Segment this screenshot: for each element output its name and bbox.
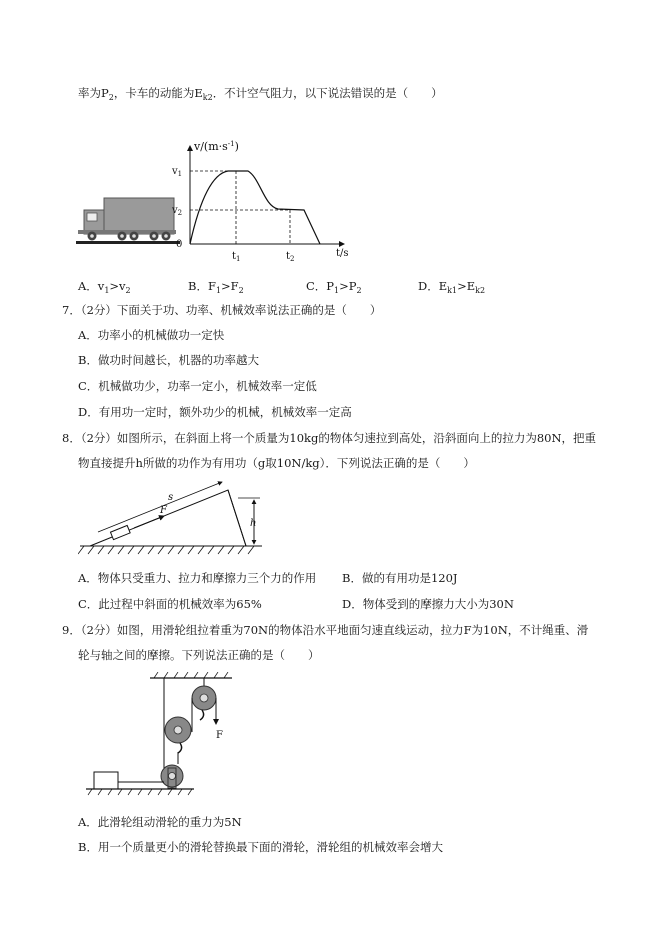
incline-height-label: h (250, 518, 257, 529)
q9-stem-line1: 9．（2分）如图，用滑轮组拉着重为70N的物体沿水平地面匀速直线运动，拉力F为10N，不计绳重、滑 (62, 623, 589, 637)
pulley-force-label: F (216, 730, 223, 741)
q7-option-d[interactable]: D．有用功一定时，额外功少的机械，机械效率一定高 (78, 405, 352, 419)
origin-label: 0 (176, 239, 183, 250)
q9-option-b[interactable]: B．用一个质量更小的滑轮替换最下面的滑轮，滑轮组的机械效率会增大 (78, 840, 443, 854)
q7-option-a[interactable]: A．功率小的机械做功一定快 (78, 328, 225, 342)
q7-option-c[interactable]: C．机械做功少，功率一定小，机械效率一定低 (78, 379, 317, 393)
q8-stem-line1: 8．（2分）如图所示，在斜面上将一个质量为10kg的物体匀速拉到高处，沿斜面向上的拉力为80N，把重 (62, 431, 597, 445)
q8-option-d[interactable]: D．物体受到的摩擦力大小为30N (342, 597, 514, 611)
t2-label: $t_2$ (286, 251, 295, 263)
x-axis-label: t/s (336, 248, 349, 259)
q9-stem-line2: 轮与轴之间的摩擦。下列说法正确的是（ ） (78, 648, 320, 662)
velocity-time-graph (168, 138, 358, 266)
incline-length-label: s (168, 492, 174, 503)
q6-option-b[interactable]: B．$F_1>F_2$ (188, 279, 244, 295)
q8-option-c[interactable]: C．此过程中斜面的机械效率为65% (78, 597, 262, 611)
y-axis-label: $v/(m\cdot s^{-1})$ (194, 140, 239, 153)
q9-option-a[interactable]: A．此滑轮组动滑轮的重力为5N (78, 815, 242, 829)
q6-stem-tail: 率为$P_2$，卡车的动能为$E_{k2}$．不计空气阻力，以下说法错误的是（ ） (78, 86, 443, 102)
incline-force-label: F (160, 505, 167, 516)
v2-label: $v_2$ (172, 205, 183, 217)
q7-option-b[interactable]: B．做功时间越长，机器的功率越大 (78, 353, 259, 367)
pulley-figure (84, 672, 250, 802)
truck-illustration (76, 192, 183, 250)
incline-figure (78, 476, 264, 568)
q8-option-b[interactable]: B．做的有用功是120J (342, 571, 458, 585)
q6-option-a[interactable]: A．$v_1>v_2$ (78, 279, 131, 295)
q7-stem: 7．（2分）下面关于功、功率、机械效率说法正确的是（ ） (62, 303, 382, 317)
v1-label: $v_1$ (172, 166, 183, 178)
q6-option-c[interactable]: C．$P_1>P_2$ (306, 279, 362, 295)
t1-label: $t_1$ (232, 251, 241, 263)
velocity-curve (190, 171, 320, 244)
q6-option-d[interactable]: D．$E_{k1}>E_{k2}$ (418, 279, 486, 295)
q8-option-a[interactable]: A．物体只受重力、拉力和摩擦力三个力的作用 (78, 571, 317, 585)
pulley-block (94, 772, 118, 789)
q8-stem-line2: 物直接提升h所做的功作为有用功（g取10N/kg）．下列说法正确的是（ ） (78, 456, 475, 470)
